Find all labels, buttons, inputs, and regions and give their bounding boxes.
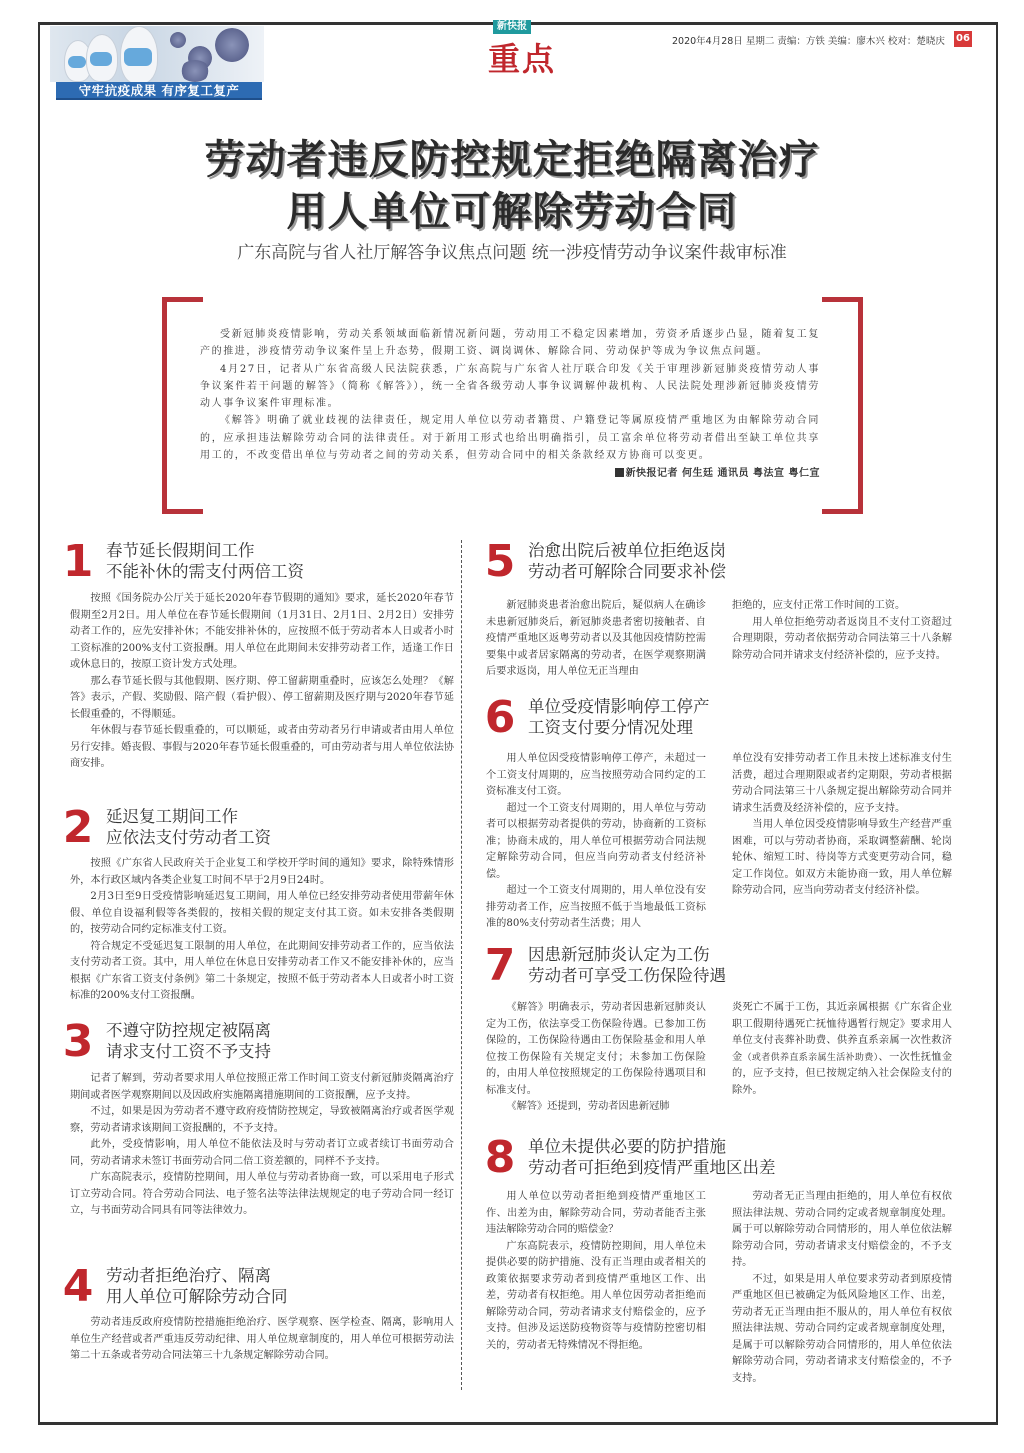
column-divider: [461, 540, 462, 1390]
section-title-line: 不能补休的需支付两倍工资: [106, 562, 304, 581]
paragraph: 符合规定不受延迟复工限制的用人单位，在此期间安排劳动者工作的，应当依法支付劳动者工资。其中，用人单位在休息日安排劳动者工作又不能安排补休的，应当根据《广东省工资支付条例》第二十条规定，按照不低于劳动者本人日或者小时工资标准的200%支付工资报酬。: [70, 940, 454, 1001]
section-1-heading: [56, 536, 304, 587]
section-title-line: 劳动者可拒绝到疫情严重地区出差: [528, 1158, 776, 1177]
medical-workers-illustration: [50, 26, 264, 82]
section-number: 4: [62, 1261, 94, 1312]
section-2-body: [70, 856, 454, 1005]
section-number: 7: [484, 940, 516, 991]
paragraph: 《解答》明确表示，劳动者因患新冠肺炎认定为工伤，依法享受工伤保险待遇。已参加工伤保险的，工伤保险待遇由工伤保险基金和用人单位按工伤保险有关规定支付；未参加工伤保险的，由用人单位按照规定的工伤保险待遇项目和标准支付。: [486, 1002, 706, 1096]
section-6-col-1: [486, 751, 706, 933]
section-7-col-2: [732, 1000, 952, 1099]
intro-paragraph: 4月27日，记者从广东省高级人民法院获悉，广东高院与广东省人社厅联合印发《关于审理涉新冠肺炎疫情劳动人事争议案件若干问题的解答》（简称《解答》），统一全省各级劳动人事争议调解仲裁机构、人民法院处理涉新冠肺炎疫情劳动人事争议案件审理标准。: [200, 363, 820, 410]
subtitle: 广东高院与省人社厅解答争议焦点问题 统一涉疫情劳动争议案件裁审标准: [237, 243, 787, 263]
page-number: 06: [954, 31, 972, 47]
section-title-line: 春节延长假期间工作: [106, 541, 255, 560]
section-title-line: 劳动者可解除合同要求补偿: [528, 562, 726, 581]
dateline: 2020年4月28日 星期二 责编：方铁 美编：廖木兴 校对：楚晓庆: [672, 36, 945, 47]
paragraph: 按照《国务院办公厅关于延长2020年春节假期的通知》要求，延长2020年春节假期至2月2日。用人单位在春节延长假期间（1月31日、2月1日、2月2日）安排劳动者工作的，应先安排补休；不能安排补休的，应按照不低于劳动者本人日或者小时工资标准的200%支付工资报酬。用人单位在此期间未安排劳动者工作，适逢工作日或休息日的，按原工资计发方式处理。: [70, 593, 454, 670]
paragraph-note: （或者供养直系亲属生活补助费）: [742, 1052, 879, 1063]
section-4-heading: [56, 1261, 288, 1312]
section-title-line: 工资支付要分情况处理: [528, 718, 693, 737]
paragraph: 单位没有安排劳动者工作且未按上述标准支付生活费，超过合理期限或者约定期限，劳动者根据劳动合同法第三十八条规定提出解除劳动合同并请求生活费及经济补偿的，应予支持。: [732, 753, 952, 814]
section-4-body: [70, 1315, 454, 1365]
section-title-line: 单位受疫情影响停工停产: [528, 697, 710, 716]
section-3-body: [70, 1071, 454, 1220]
paragraph-text: 、一次性抚恤金的，应予支持，但已按规定纳入社会保险支付的除外。: [732, 1051, 953, 1096]
section-7-col-1: [486, 1000, 706, 1116]
paragraph: 劳动者违反政府疫情防控措施拒绝治疗、医学观察、医学检查、隔离，影响用人单位生产经营或者严重违反劳动纪律、用人单位规章制度的，用人单位可根据劳动法第二十五条或者劳动合同法第三十九条规定解除劳动合同。: [70, 1317, 454, 1361]
section-title-line: 请求支付工资不予支持: [106, 1042, 271, 1061]
byline: [200, 465, 820, 482]
section-title-line: 劳动者可享受工伤保险待遇: [528, 966, 726, 985]
paragraph: 拒绝的，应支付正常工作时间的工资。: [732, 600, 906, 611]
paragraph-text: 炎死亡不属于工伤，其近亲属根据《广东省企业职工假期待遇死亡抚恤待遇暂行规定》要求用人单位支付丧葬补助费、供养直系亲属一次性救济金: [732, 1002, 952, 1063]
section-title-line: 劳动者拒绝治疗、隔离: [106, 1266, 271, 1285]
paragraph: 超过一个工资支付周期的，用人单位没有安排劳动者工作，应当按照不低于当地最低工资标准的80%支付劳动者生活费；用人: [486, 885, 706, 929]
headline-line-1: 劳动者违反防控规定拒绝隔离治疗: [204, 136, 820, 183]
paragraph: 2月3日至9日受疫情影响延迟复工期间，用人单位已经安排劳动者使用带薪年休假、单位自设福利假等各类假的，按相关假的规定支付其工资。如未安排各类假期的，按劳动合同约定标准支付工资。: [70, 891, 454, 935]
section-title-line: 延迟复工期间工作: [106, 807, 238, 826]
section-number: 6: [484, 692, 516, 743]
paragraph: 那么春节延长假与其他假期、医疗期、停工留薪期重叠时，应该怎么处理？《解答》表示，产假、奖励假、陪产假（看护假）、停工留薪期及医疗期与2020年春节延长假重叠的，不得顺延。: [70, 675, 454, 720]
section-number: 1: [62, 536, 94, 587]
section-number: 5: [484, 536, 516, 587]
section-7-heading: [478, 940, 726, 991]
section-8-heading: [478, 1132, 776, 1183]
section-number: 8: [484, 1132, 516, 1183]
section-title-line: 应依法支付劳动者工资: [106, 828, 271, 847]
paragraph: 用人单位以劳动者拒绝到疫情严重地区工作、出差为由，解除劳动合同，劳动者能否主张违法解除劳动合同的赔偿金？: [486, 1191, 706, 1235]
section-5-col-2: [732, 598, 952, 664]
paragraph: 新冠肺炎患者治愈出院后，疑似病人在确诊未患新冠肺炎后，新冠肺炎患者密切接触者、自疫情严重地区返粤劳动者以及其他因疫情防控需要集中或者居家隔离的劳动者，在医学观察期满后要求返岗，用人单位无正当理由: [486, 600, 706, 677]
paragraph: 《解答》还提到，劳动者因患新冠肺: [506, 1101, 670, 1112]
section-title-line: 用人单位可解除劳动合同: [106, 1287, 288, 1306]
paragraph: 按照《广东省人民政府关于企业复工和学校开学时间的通知》要求，除特殊情形外，本行政区域内各类企业复工时间不早于2月9日24时。: [70, 858, 454, 886]
intro-bracket-right: [822, 297, 863, 514]
section-title-line: 单位未提供必要的防护措施: [528, 1137, 726, 1156]
paragraph: 此外，受疫情影响，用人单位不能依法及时与劳动者订立或者续订书面劳动合同，劳动者请求未签订书面劳动合同二倍工资差额的，同样不予支持。: [70, 1139, 454, 1167]
paragraph: 用人单位因受疫情影响停工停产，未超过一个工资支付周期的，应当按照劳动合同约定的工资标准支付工资。: [486, 753, 706, 797]
paragraph: 当用人单位因受疫情影响导致生产经营严重困难，可以与劳动者协商，采取调整薪酬、轮岗轮休、缩短工时、待岗等方式变更劳动合同，稳定工作岗位。如双方未能协商一致，用人单位解除劳动合同，应当向劳动者支付经济补偿。: [732, 819, 952, 896]
section-8-col-1: [486, 1189, 706, 1354]
section-title-line: 因患新冠肺炎认定为工伤: [528, 945, 710, 964]
paragraph: 用人单位拒绝劳动者返岗且不支付工资超过合理期限，劳动者依据劳动合同法第三十八条解除劳动合同并请求支付经济补偿的，应予支持。: [732, 616, 952, 661]
section-5-heading: [478, 536, 726, 587]
section-3-heading: [56, 1016, 271, 1067]
headline-line-2: 用人单位可解除劳动合同: [286, 188, 738, 235]
section-title: 重点: [487, 40, 556, 78]
section-6-heading: [478, 692, 710, 743]
section-5-col-1: [486, 598, 706, 681]
paragraph: 广东高院表示，疫情防控期间，用人单位未提供必要的防护措施、没有正当理由或者相关的政策依据要求劳动者到疫情严重地区工作、出差，劳动者有权拒绝。用人单位因劳动者拒绝而解除劳动合同，劳动者请求支付赔偿金的，应予支持。但涉及运送防疫物资等与疫情防控密切相关的，劳动者无特殊情况不得拒绝。: [486, 1240, 706, 1351]
section-title-line: 治愈出院后被单位拒绝返岗: [528, 541, 726, 560]
campaign-banner: [50, 26, 264, 100]
intro-paragraph: 受新冠肺炎疫情影响，劳动关系领域面临新情况新问题，劳动用工不稳定因素增加，劳资矛盾逐步凸显，随着复工复产的推进，涉疫情劳动争议案件呈上升态势，假期工资、调岗调休、解除合同、劳动保护等成为争议焦点问题。: [200, 329, 820, 358]
paragraph: 记者了解到，劳动者要求用人单位按照正常工作时间工资支付新冠肺炎隔离治疗期间或者医学观察期间以及因政府实施隔离措施期间的工资报酬，应予支持。: [70, 1073, 454, 1101]
newspaper-logo: 新快报: [493, 20, 531, 34]
section-8-col-2: [732, 1189, 952, 1387]
paragraph: 广东高院表示，疫情防控期间，用人单位与劳动者协商一致，可以采用电子形式订立劳动合同。符合劳动合同法、电子签名法等法律法规规定的电子劳动合同一经订立，与书面劳动合同具有同等法律效力。: [70, 1172, 454, 1216]
section-number: 2: [62, 802, 94, 853]
intro-bracket-left: [162, 297, 203, 514]
section-6-col-2: [732, 751, 952, 900]
banner-caption: 守牢抗疫成果 有序复工复产: [56, 82, 262, 100]
section-1-body: [70, 591, 454, 773]
intro-block: [200, 326, 820, 483]
paragraph: 年休假与春节延长假重叠的，可以顺延，或者由劳动者另行申请或者由用人单位另行安排。婚丧假、事假与2020年春节延长假重叠的，可由劳动者与用人单位依法协商安排。: [70, 725, 454, 769]
section-2-heading: [56, 802, 271, 853]
section-number: 3: [62, 1016, 94, 1067]
intro-paragraph: 《解答》明确了就业歧视的法律责任，规定用人单位以劳动者籍贯、户籍登记等属原疫情严重地区为由解除劳动合同的，应承担违法解除劳动合同的法律责任。对于新用工形式也给出明确指引，员工富余单位将劳动者借出至缺工单位共享用工的，不改变借出单位与劳动者之间的劳动关系，但劳动合同中的相关条款经双方协商可以变更。: [200, 415, 820, 462]
paragraph: 超过一个工资支付周期的，用人单位与劳动者可以根据劳动者提供的劳动，协商新的工资标准；协商未成的，用人单位可根据劳动合同法规定解除劳动合同，但应当向劳动者支付经济补偿。: [486, 802, 706, 880]
paragraph: 不过，如果是因为劳动者不遵守政府疫情防控规定，导致被隔离治疗或者医学观察，劳动者请求该期间工资报酬的，不予支持。: [70, 1106, 454, 1134]
square-bullet-icon: [615, 468, 624, 477]
section-title-line: 不遵守防控规定被隔离: [106, 1021, 271, 1040]
byline-text: 新快报记者 何生廷 通讯员 粤法宣 粤仁宣: [625, 468, 820, 480]
paragraph: 劳动者无正当理由拒绝的，用人单位有权依照法律法规、劳动合同约定或者规章制度处理。属于可以解除劳动合同情形的，用人单位依法解除劳动合同，劳动者请求支付赔偿金的，不予支持。: [732, 1191, 952, 1268]
paragraph: 不过，如果是用人单位要求劳动者到原疫情严重地区但已被确定为低风险地区工作、出差，劳动者无正当理由拒不服从的，用人单位有权依照法律法规、劳动合同约定或者规章制度处理，是属于可以解除劳动合同情形的，用人单位依法解除劳动合同，劳动者请求支付赔偿金的，不予支持。: [732, 1273, 952, 1384]
